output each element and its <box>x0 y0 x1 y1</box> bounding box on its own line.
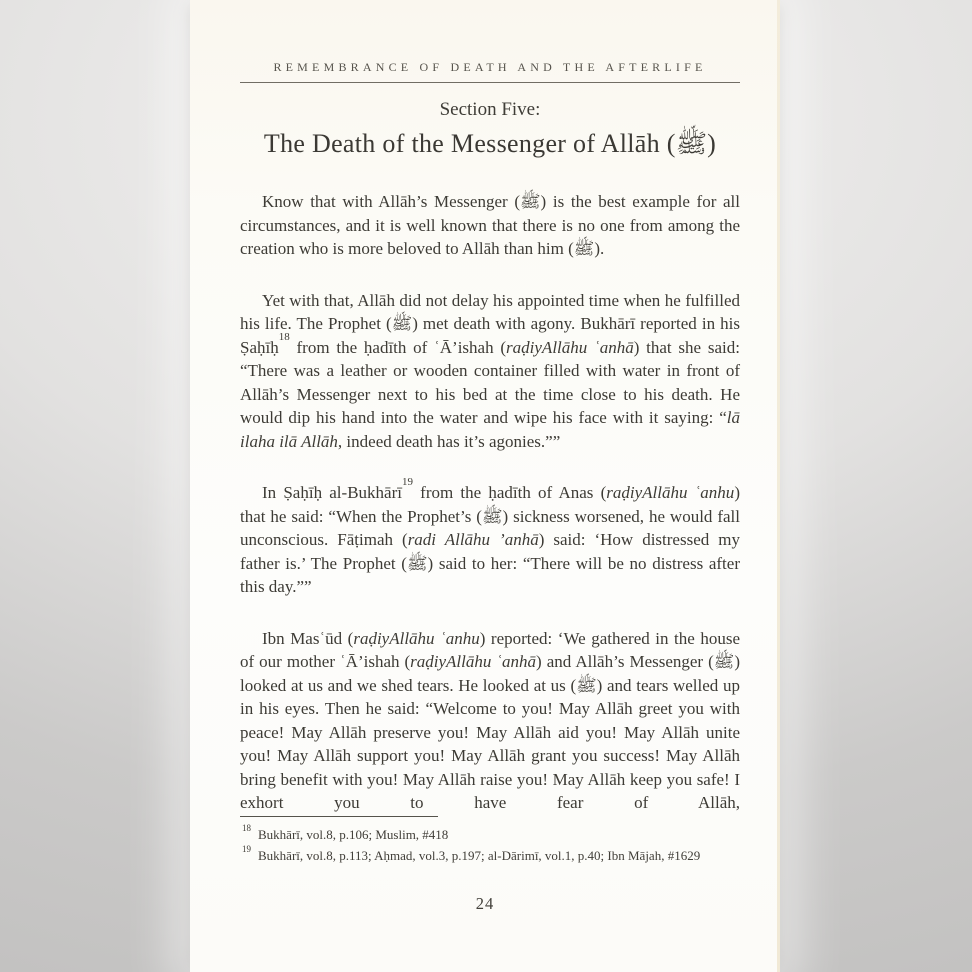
page-number: 24 <box>475 894 495 913</box>
body-text <box>240 190 740 815</box>
book-page <box>190 0 780 972</box>
footnote-number: 18 <box>242 822 251 833</box>
footnote-number: 19 <box>242 843 251 854</box>
body-run: Yet with that, Allāh did not delay his appointed time when he fulfilled his life. The Prophet (ﷺ) met death with agony. Bukhārī reported in his Ṣaḥīḥ <box>240 290 740 357</box>
body-run: Know that with Allāh’s Messenger (ﷺ) is the best example for all circumstances, and it is well known that there is no one from among the creation who is more beloved to Allāh than him (ﷺ). <box>240 192 740 258</box>
running-header: REMEMBRANCE OF DEATH AND THE AFTERLIFE <box>273 60 707 74</box>
section-title: The Death of the Messenger of Allāh (ﷺ) <box>263 129 717 158</box>
footnote-text: Bukhārī, vol.8, p.106; Muslim, #418 <box>258 827 449 842</box>
footnote-text: Bukhārī, vol.8, p.113; Aḥmad, vol.3, p.197; al-Dārimī, vol.1, p.40; Ibn Mājah, #1629 <box>258 848 701 863</box>
italic-text: raḍiyAllāhu ʿanhā <box>410 652 537 671</box>
footnote-ref: 19 <box>401 476 413 489</box>
footnote-18 <box>240 824 752 845</box>
body-run: Ibn Masʿūd ( <box>262 628 354 648</box>
text-column <box>240 0 740 843</box>
body-run: from the ḥadīth of ʿĀ’ishah ( <box>289 337 507 357</box>
footnotes-section <box>240 816 752 866</box>
italic-text: radi Allāhu ’anhā <box>407 530 539 549</box>
footnote-19 <box>240 845 752 866</box>
paragraph-3 <box>240 476 741 599</box>
italic-text: raḍiyAllāhu ʿanhā <box>506 337 634 357</box>
body-run: from the ḥadīth of Anas ( <box>412 483 607 502</box>
paragraph-1 <box>240 190 740 261</box>
footnote-ref: 18 <box>278 330 290 343</box>
page-edge <box>777 0 780 972</box>
footnote-rule <box>240 816 438 817</box>
body-run: ) that he said: “When the Prophet’s (ﷺ) sickness worsened, he would fall unconscious. Fāṭimah ( <box>240 483 741 549</box>
body-run: , indeed death has it’s agonies.”” <box>337 431 561 451</box>
paragraph-4 <box>240 627 740 815</box>
body-run: In Ṣaḥīḥ al-Bukhārī <box>262 483 402 502</box>
body-run: ) reported: ‘We gathered in the house of our mother ʿĀ’ishah ( <box>240 628 740 671</box>
body-run: ) and Allāh’s Messenger (ﷺ) looked at us and we shed tears. He looked at us (ﷺ) and tears welled up in his eyes. Then he said: “Welcome to you! May Allāh greet you with peace! May Allāh preserve you! May Allāh aid you! May Allāh unite you! May Allāh support you! May Allāh grant you success! May Allāh bring benefit with you! May Allāh raise you! May Allāh keep you safe! I exhort you to have fear of Allāh, <box>240 652 740 812</box>
section-label: Section Five: <box>439 99 541 120</box>
header-rule <box>240 82 740 83</box>
body-run: ) that she said: “There was a leather or wooden container filled with water in front of Allāh’s Messenger next to his bed at the time close to his death. He would dip his hand into the water and wipe his face with it saying: “ <box>240 337 740 427</box>
body-run: ) said: ‘How distressed my father is.’ The Prophet (ﷺ) said to her: “There will be no distress after this day.”” <box>240 530 740 596</box>
paragraph-2 <box>240 289 740 454</box>
italic-text: lā ilaha ilā Allāh <box>240 408 740 451</box>
italic-text: raḍiyAllāhu ʿanhu <box>606 483 735 502</box>
italic-text: raḍiyAllāhu ʿanhu <box>353 628 480 648</box>
